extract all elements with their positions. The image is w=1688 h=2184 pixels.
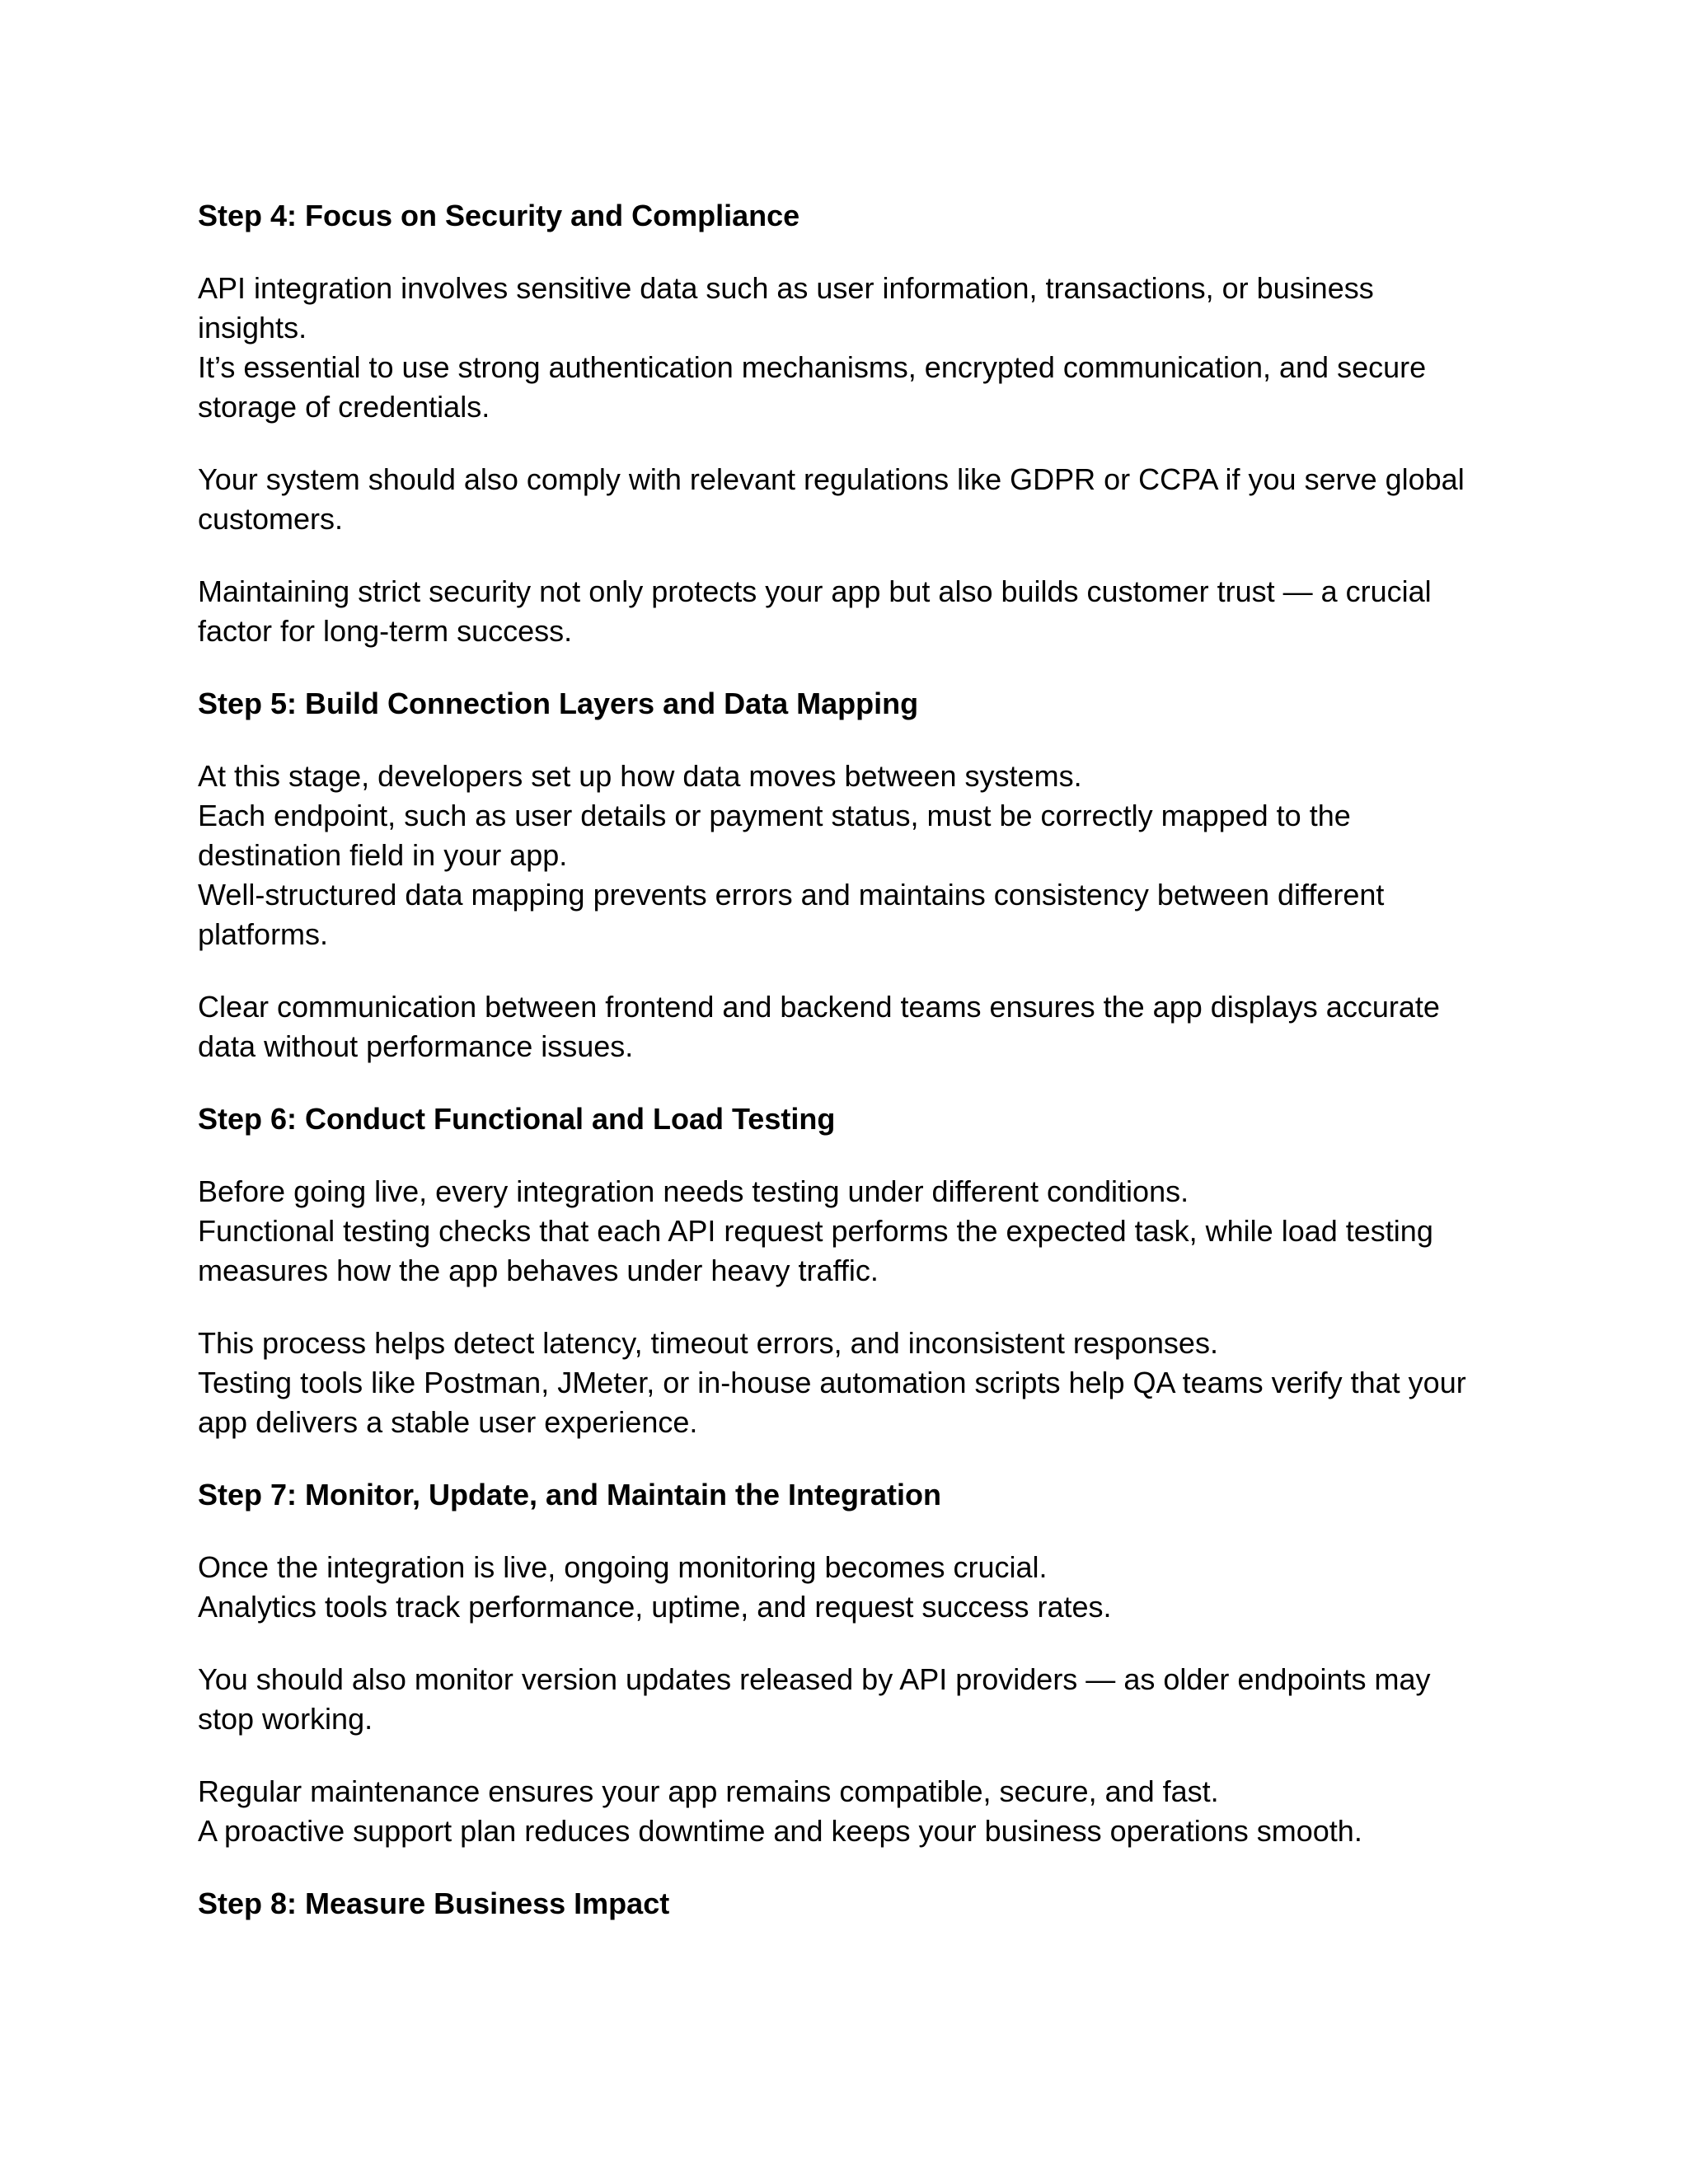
- paragraph-line: Each endpoint, such as user details or payment status, must be correctly mapped to the destination field in your app.: [198, 799, 1351, 872]
- paragraph: [198, 987, 1484, 1066]
- paragraph-line: Analytics tools track performance, uptime, and request success rates.: [198, 1590, 1112, 1624]
- paragraph-line: Maintaining strict security not only protects your app but also builds customer trust — a crucial factor for long-term success.: [198, 574, 1432, 648]
- paragraph: [198, 572, 1484, 651]
- paragraph-line: Well-structured data mapping prevents errors and maintains consistency between different platforms.: [198, 878, 1385, 951]
- paragraph-line: Regular maintenance ensures your app remains compatible, secure, and fast.: [198, 1774, 1219, 1808]
- section-step-7: [198, 1475, 1484, 1851]
- paragraph: [198, 460, 1484, 539]
- section-step-8: [198, 1884, 1484, 1924]
- section-heading: Step 7: Monitor, Update, and Maintain the Integration: [198, 1478, 942, 1511]
- paragraph: [198, 269, 1484, 427]
- paragraph-line: This process helps detect latency, timeout errors, and inconsistent responses.: [198, 1326, 1218, 1360]
- paragraph-line: Functional testing checks that each API request performs the expected task, while load testing measures how the app behaves under heavy traffic.: [198, 1214, 1433, 1287]
- paragraph-line: API integration involves sensitive data such as user information, transactions, or business insights.: [198, 271, 1374, 344]
- paragraph-line: It’s essential to use strong authentication mechanisms, encrypted communication, and secure storage of credentials.: [198, 350, 1427, 424]
- section-heading: Step 6: Conduct Functional and Load Testing: [198, 1102, 836, 1136]
- section-step-5: [198, 684, 1484, 1066]
- paragraph-line: Clear communication between frontend and backend teams ensures the app displays accurate data without performance issues.: [198, 990, 1440, 1063]
- document-page: [198, 196, 1484, 1957]
- paragraph-line: You should also monitor version updates released by API providers — as older endpoints may stop working.: [198, 1662, 1431, 1736]
- section-heading: Step 5: Build Connection Layers and Data Mapping: [198, 687, 919, 720]
- section-step-4: [198, 196, 1484, 651]
- section-step-6: [198, 1099, 1484, 1442]
- section-heading: Step 8: Measure Business Impact: [198, 1886, 670, 1920]
- paragraph-line: Your system should also comply with relevant regulations like GDPR or CCPA if you serve global customers.: [198, 462, 1465, 536]
- paragraph: [198, 757, 1484, 954]
- paragraph: [198, 1324, 1484, 1442]
- paragraph-line: A proactive support plan reduces downtime and keeps your business operations smooth.: [198, 1814, 1362, 1848]
- paragraph-line: Before going live, every integration needs testing under different conditions.: [198, 1174, 1189, 1208]
- paragraph: [198, 1172, 1484, 1291]
- paragraph: [198, 1548, 1484, 1627]
- paragraph: [198, 1772, 1484, 1851]
- section-heading: Step 4: Focus on Security and Compliance: [198, 199, 800, 232]
- paragraph-line: Once the integration is live, ongoing monitoring becomes crucial.: [198, 1550, 1048, 1584]
- paragraph-line: At this stage, developers set up how data moves between systems.: [198, 759, 1082, 793]
- paragraph: [198, 1660, 1484, 1739]
- paragraph-line: Testing tools like Postman, JMeter, or in-house automation scripts help QA teams verify that your app delivers a stable user experience.: [198, 1366, 1466, 1439]
